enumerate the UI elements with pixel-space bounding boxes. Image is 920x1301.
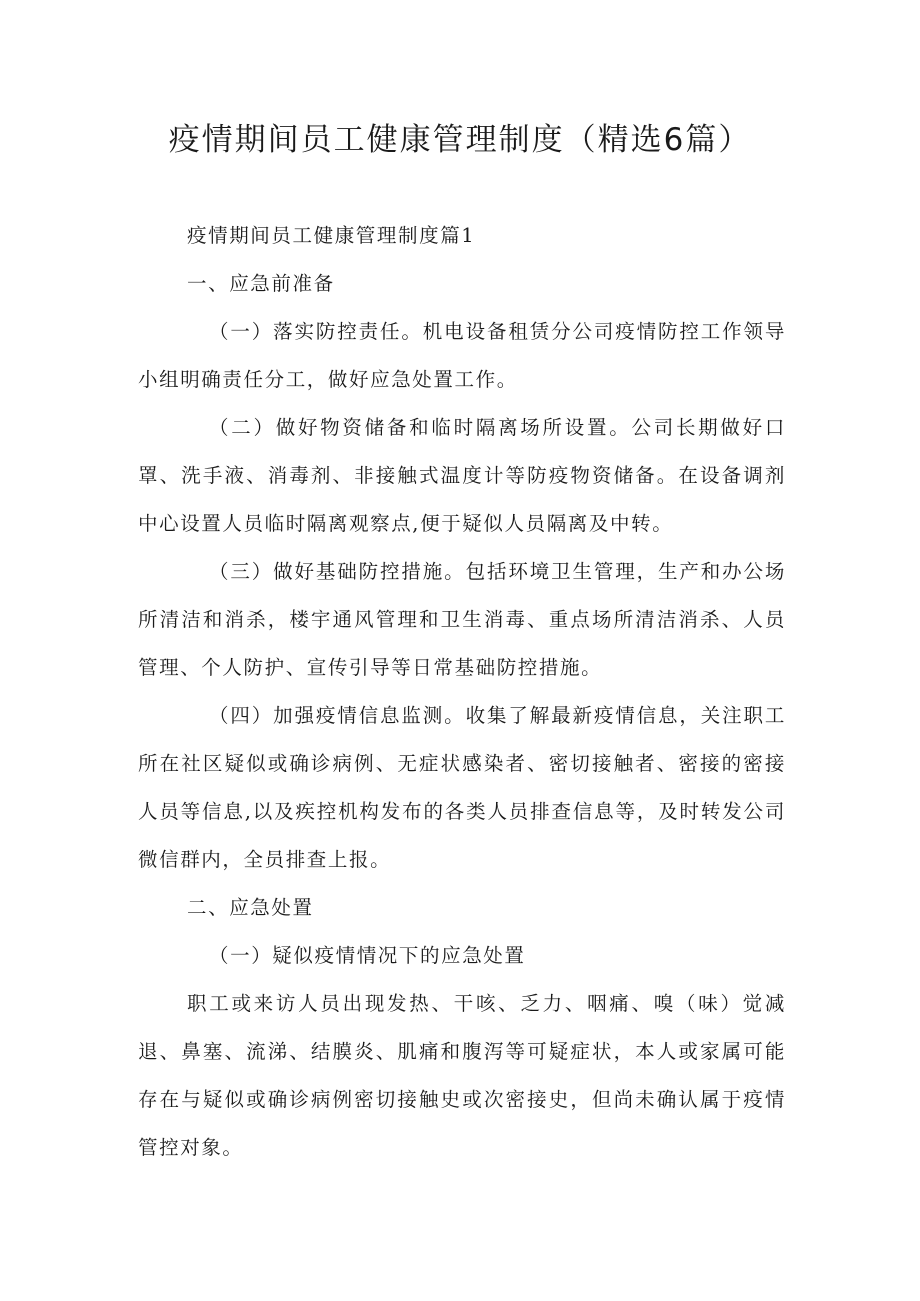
paragraph-basic-measures: （三）做好基础防控措施。包括环境卫生管理，生产和办公场所清洁和消杀，楼宇通风管理和卫生消毒、重点场所清洁消杀、人员管理、个人防护、宣传引导等日常基础防控措施。	[138, 560, 786, 679]
document-body	[138, 212, 786, 1172]
paragraph-monitoring: （四）加强疫情信息监测。收集了解最新疫情信息，关注职工所在社区疑似或确诊病例、无症状感染者、密切接触者、密接的密接人员等信息,以及疾控机构发布的各类人员排查信息等，及时转发公司微信群内，全员排查上报。	[138, 704, 786, 871]
section-title: 疫情期间员工健康管理制度篇1	[187, 224, 476, 247]
document-title: 疫情期间员工健康管理制度（精选6篇）	[168, 122, 752, 158]
paragraph-responsibility: （一）落实防控责任。机电设备租赁分公司疫情防控工作领导小组明确责任分工，做好应急处置工作。	[138, 320, 786, 391]
paragraph-supplies: （二）做好物资储备和临时隔离场所设置。公司长期做好口罩、洗手液、消毒剂、非接触式温度计等防疫物资储备。在设备调剂中心设置人员临时隔离观察点,便于疑似人员隔离及中转。	[138, 416, 786, 535]
paragraph-suspected-symptoms: 职工或来访人员出现发热、干咳、乏力、咽痛、嗅（味）觉减退、鼻塞、流涕、结膜炎、肌痛和腹泻等可疑症状，本人或家属可能存在与疑似或确诊病例密切接触史或次密接史，但尚未确认属于疫情管控对象。	[138, 992, 786, 1159]
heading-preparation: 一、应急前准备	[187, 272, 335, 295]
subheading-suspected-case: （一）疑似疫情情况下的应急处置	[209, 944, 526, 967]
heading-emergency-response: 二、应急处置	[187, 896, 314, 919]
